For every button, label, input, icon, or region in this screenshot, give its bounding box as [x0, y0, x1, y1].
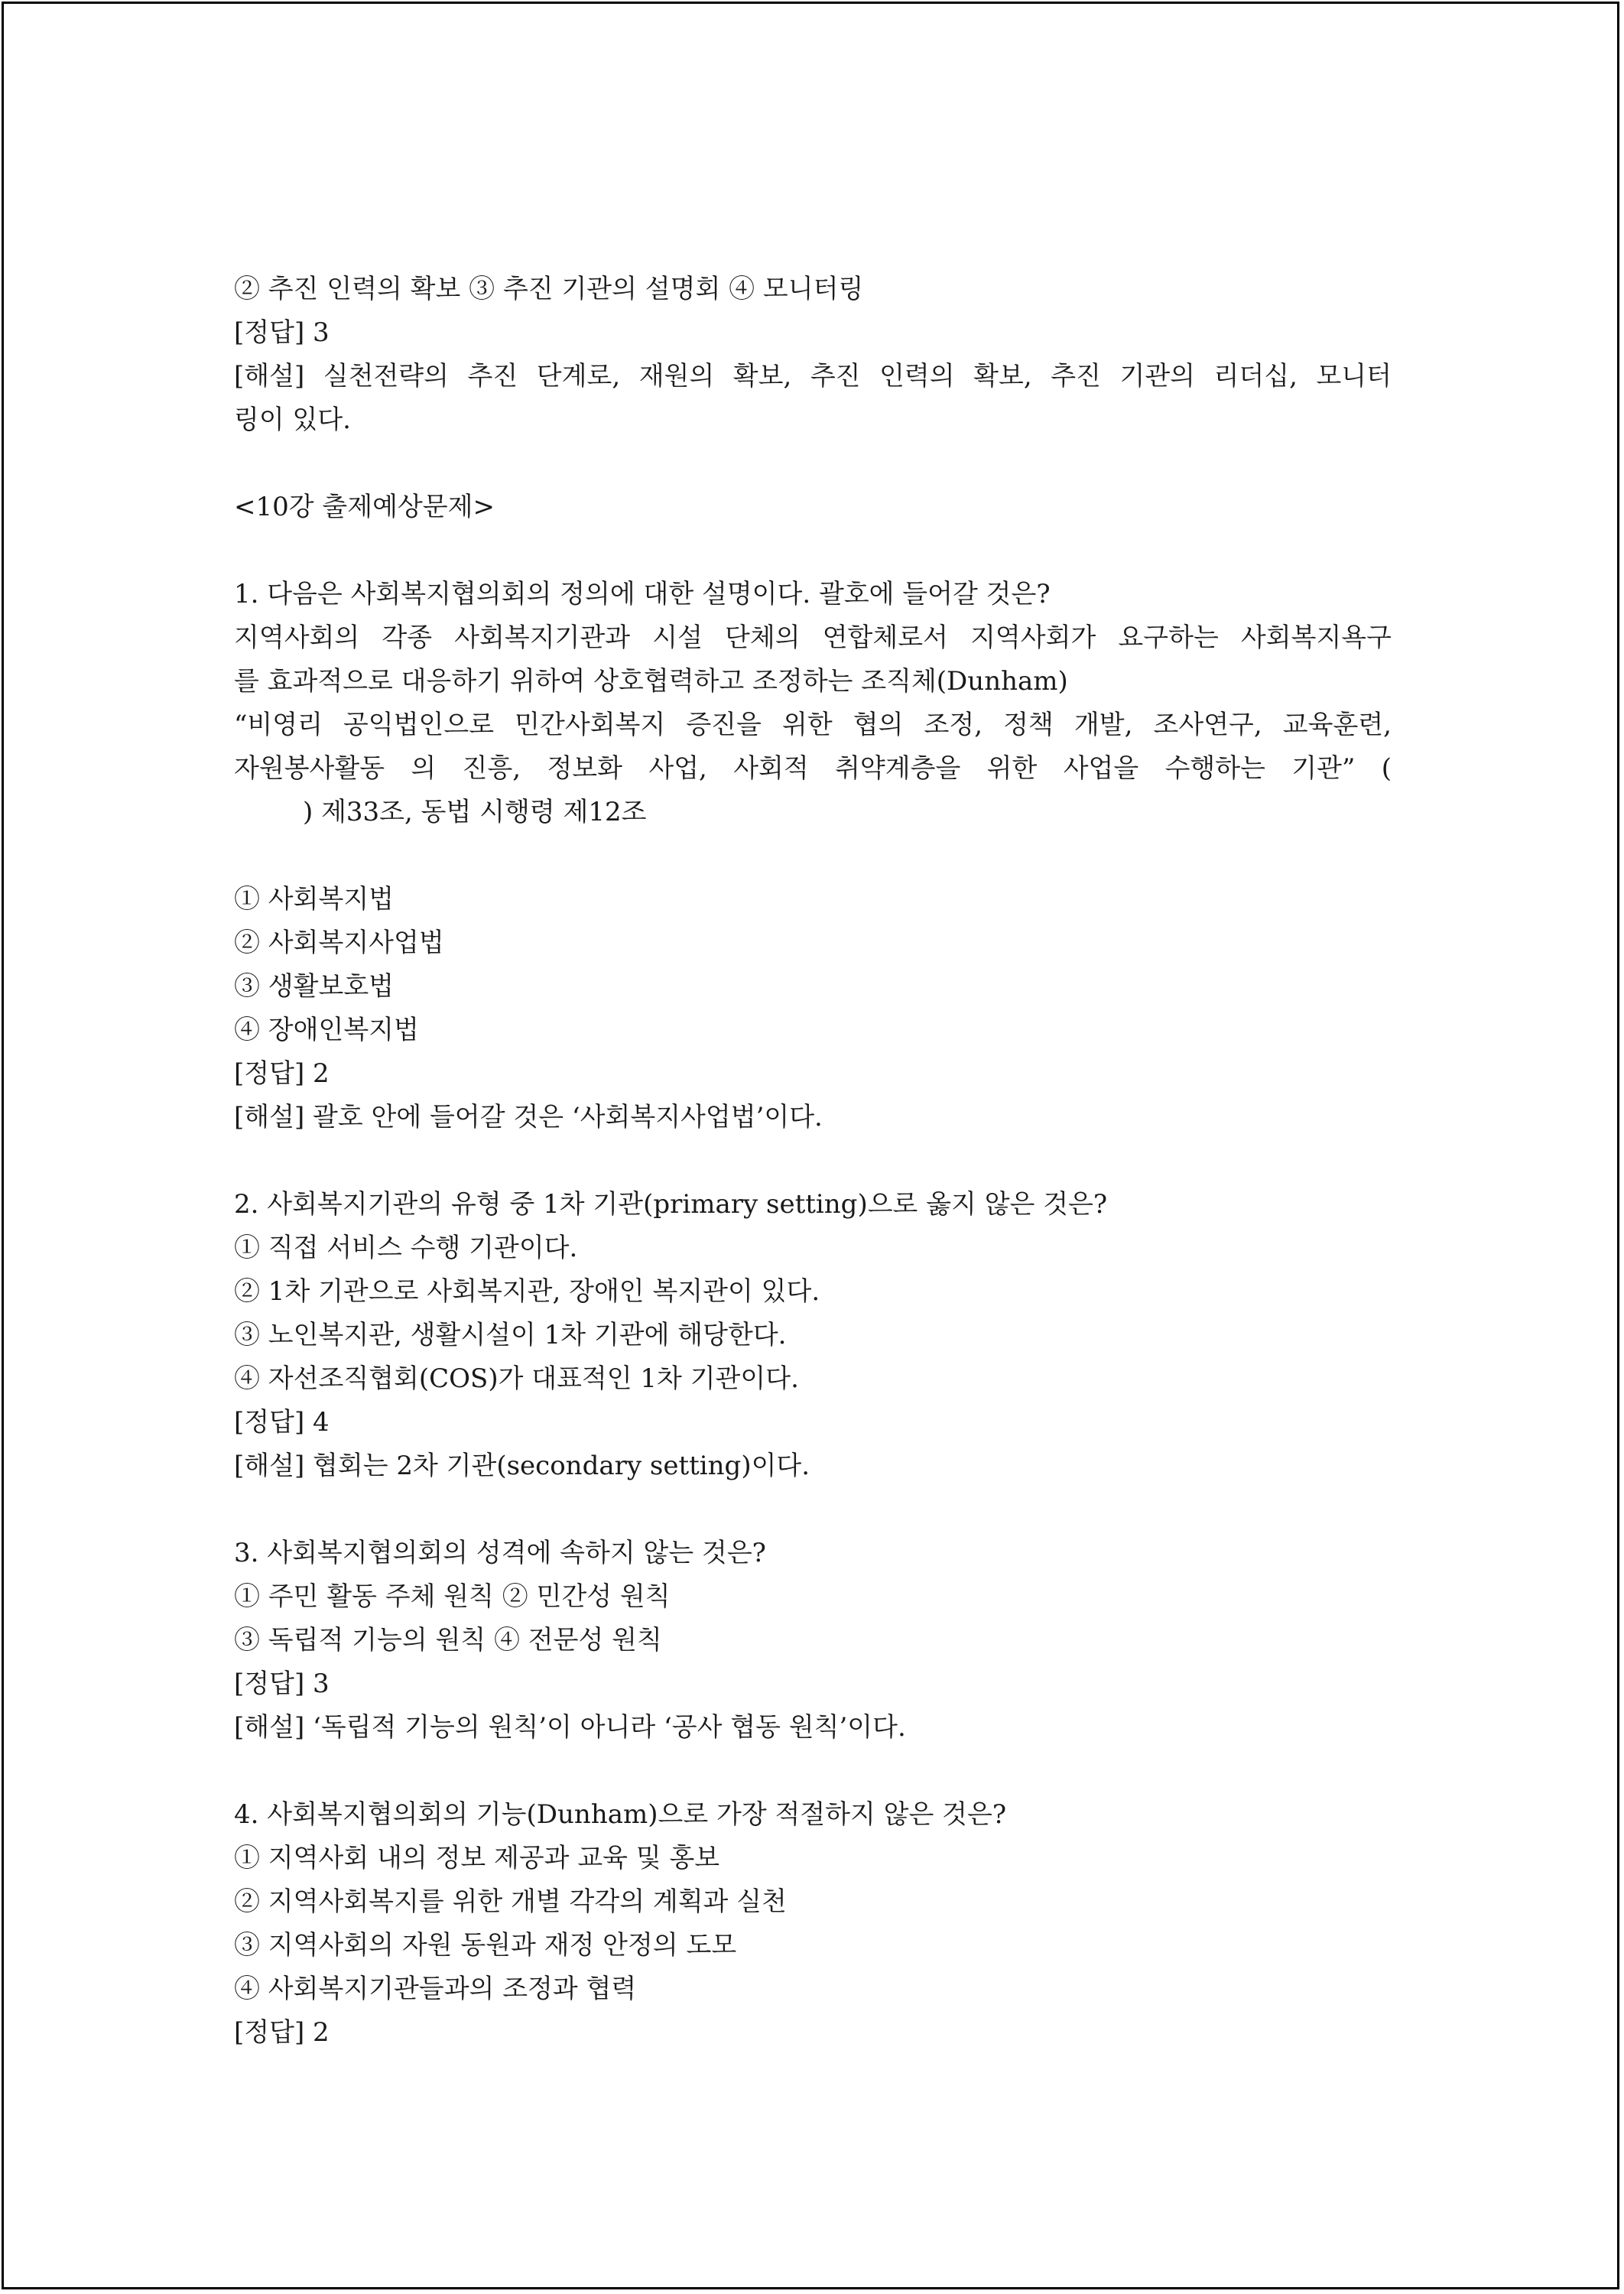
intro-explanation-line1: [해설] 실천전략의 추진 단계로, 재원의 확보, 추진 인력의 확보, 추진 기관의 리더십, 모니터: [234, 361, 1392, 392]
q3-answer: [정답] 3: [234, 1669, 330, 1699]
q1-passage-line4: 자원봉사활동 의 진흥, 정보화 사업, 사회적 취약계층을 위한 사업을 수행하는 기관” (: [234, 753, 1392, 784]
spacer: [234, 1750, 1392, 1793]
q2-answer: [정답] 4: [234, 1407, 330, 1438]
q4-question: 4. 사회복지협의회의 기능(Dunham)으로 가장 적절하지 않은 것은?: [234, 1799, 1007, 1830]
spacer: [234, 1488, 1392, 1532]
document-body: [234, 268, 1392, 2055]
q2-question: 2. 사회복지기관의 유형 중 1차 기관(primary setting)으로 옳지 않은 것은?: [234, 1189, 1108, 1220]
q2-option: ② 1차 기관으로 사회복지관, 장애인 복지관이 있다.: [234, 1276, 820, 1307]
intro-options: ② 추진 인력의 확보 ③ 추진 기관의 설명회 ④ 모니터링: [234, 274, 864, 304]
section-title: <10강 출제예상문제>: [234, 492, 495, 522]
q2-explanation: [해설] 협회는 2차 기관(secondary setting)이다.: [234, 1451, 810, 1481]
q1-option: ① 사회복지법: [234, 884, 395, 915]
q2-option: ① 직접 서비스 수행 기관이다.: [234, 1233, 578, 1263]
spacer: [234, 834, 1392, 878]
q1-passage-line2: 를 효과적으로 대응하기 위하여 상호협력하고 조정하는 조직체(Dunham): [234, 666, 1068, 697]
q3-option: ① 주민 활동 주체 원칙 ② 민간성 원칙: [234, 1581, 671, 1612]
q4-option: ④ 사회복지기관들과의 조정과 협력: [234, 1974, 637, 2004]
q1-explanation: [해설] 괄호 안에 들어갈 것은 ‘사회복지사업법’이다.: [234, 1102, 823, 1132]
q1-answer: [정답] 2: [234, 1058, 330, 1089]
q4-option: ② 지역사회복지를 위한 개별 각각의 계획과 실천: [234, 1886, 787, 1917]
q1-option: ④ 장애인복지법: [234, 1015, 419, 1045]
spacer: [234, 442, 1392, 486]
q1-option: ② 사회복지사업법: [234, 928, 444, 958]
q1-question: 1. 다음은 사회복지협의회의 정의에 대한 설명이다. 괄호에 들어갈 것은?: [234, 579, 1051, 609]
q2-option: ④ 자선조직협회(COS)가 대표적인 1차 기관이다.: [234, 1363, 799, 1394]
q3-question: 3. 사회복지협의회의 성격에 속하지 않는 것은?: [234, 1538, 766, 1568]
q3-explanation: [해설] ‘독립적 기능의 원칙’이 아니라 ‘공사 협동 원칙’이다.: [234, 1712, 906, 1743]
spacer: [234, 529, 1392, 573]
q1-passage-line3: “비영리 공익법인으로 민간사회복지 증진을 위한 협의 조정, 정책 개발, 조사연구, 교육훈련,: [234, 710, 1392, 740]
q4-answer: [정답] 2: [234, 2017, 330, 2048]
q4-option: ① 지역사회 내의 정보 제공과 교육 및 홍보: [234, 1843, 720, 1873]
q4-option: ③ 지역사회의 자원 동원과 재정 안정의 도모: [234, 1930, 737, 1961]
q3-option: ③ 독립적 기능의 원칙 ④ 전문성 원칙: [234, 1625, 662, 1656]
q1-option: ③ 생활보호법: [234, 971, 395, 1002]
q2-option: ③ 노인복지관, 생활시설이 1차 기관에 해당한다.: [234, 1320, 787, 1350]
spacer: [234, 1139, 1392, 1183]
q1-passage-line5: ) 제33조, 동법 시행령 제12조: [303, 797, 647, 827]
intro-answer: [정답] 3: [234, 317, 330, 348]
q1-passage-line1: 지역사회의 각종 사회복지기관과 시설 단체의 연합체로서 지역사회가 요구하는 사회복지욕구: [234, 622, 1392, 653]
intro-explanation-line2: 링이 있다.: [234, 405, 351, 435]
